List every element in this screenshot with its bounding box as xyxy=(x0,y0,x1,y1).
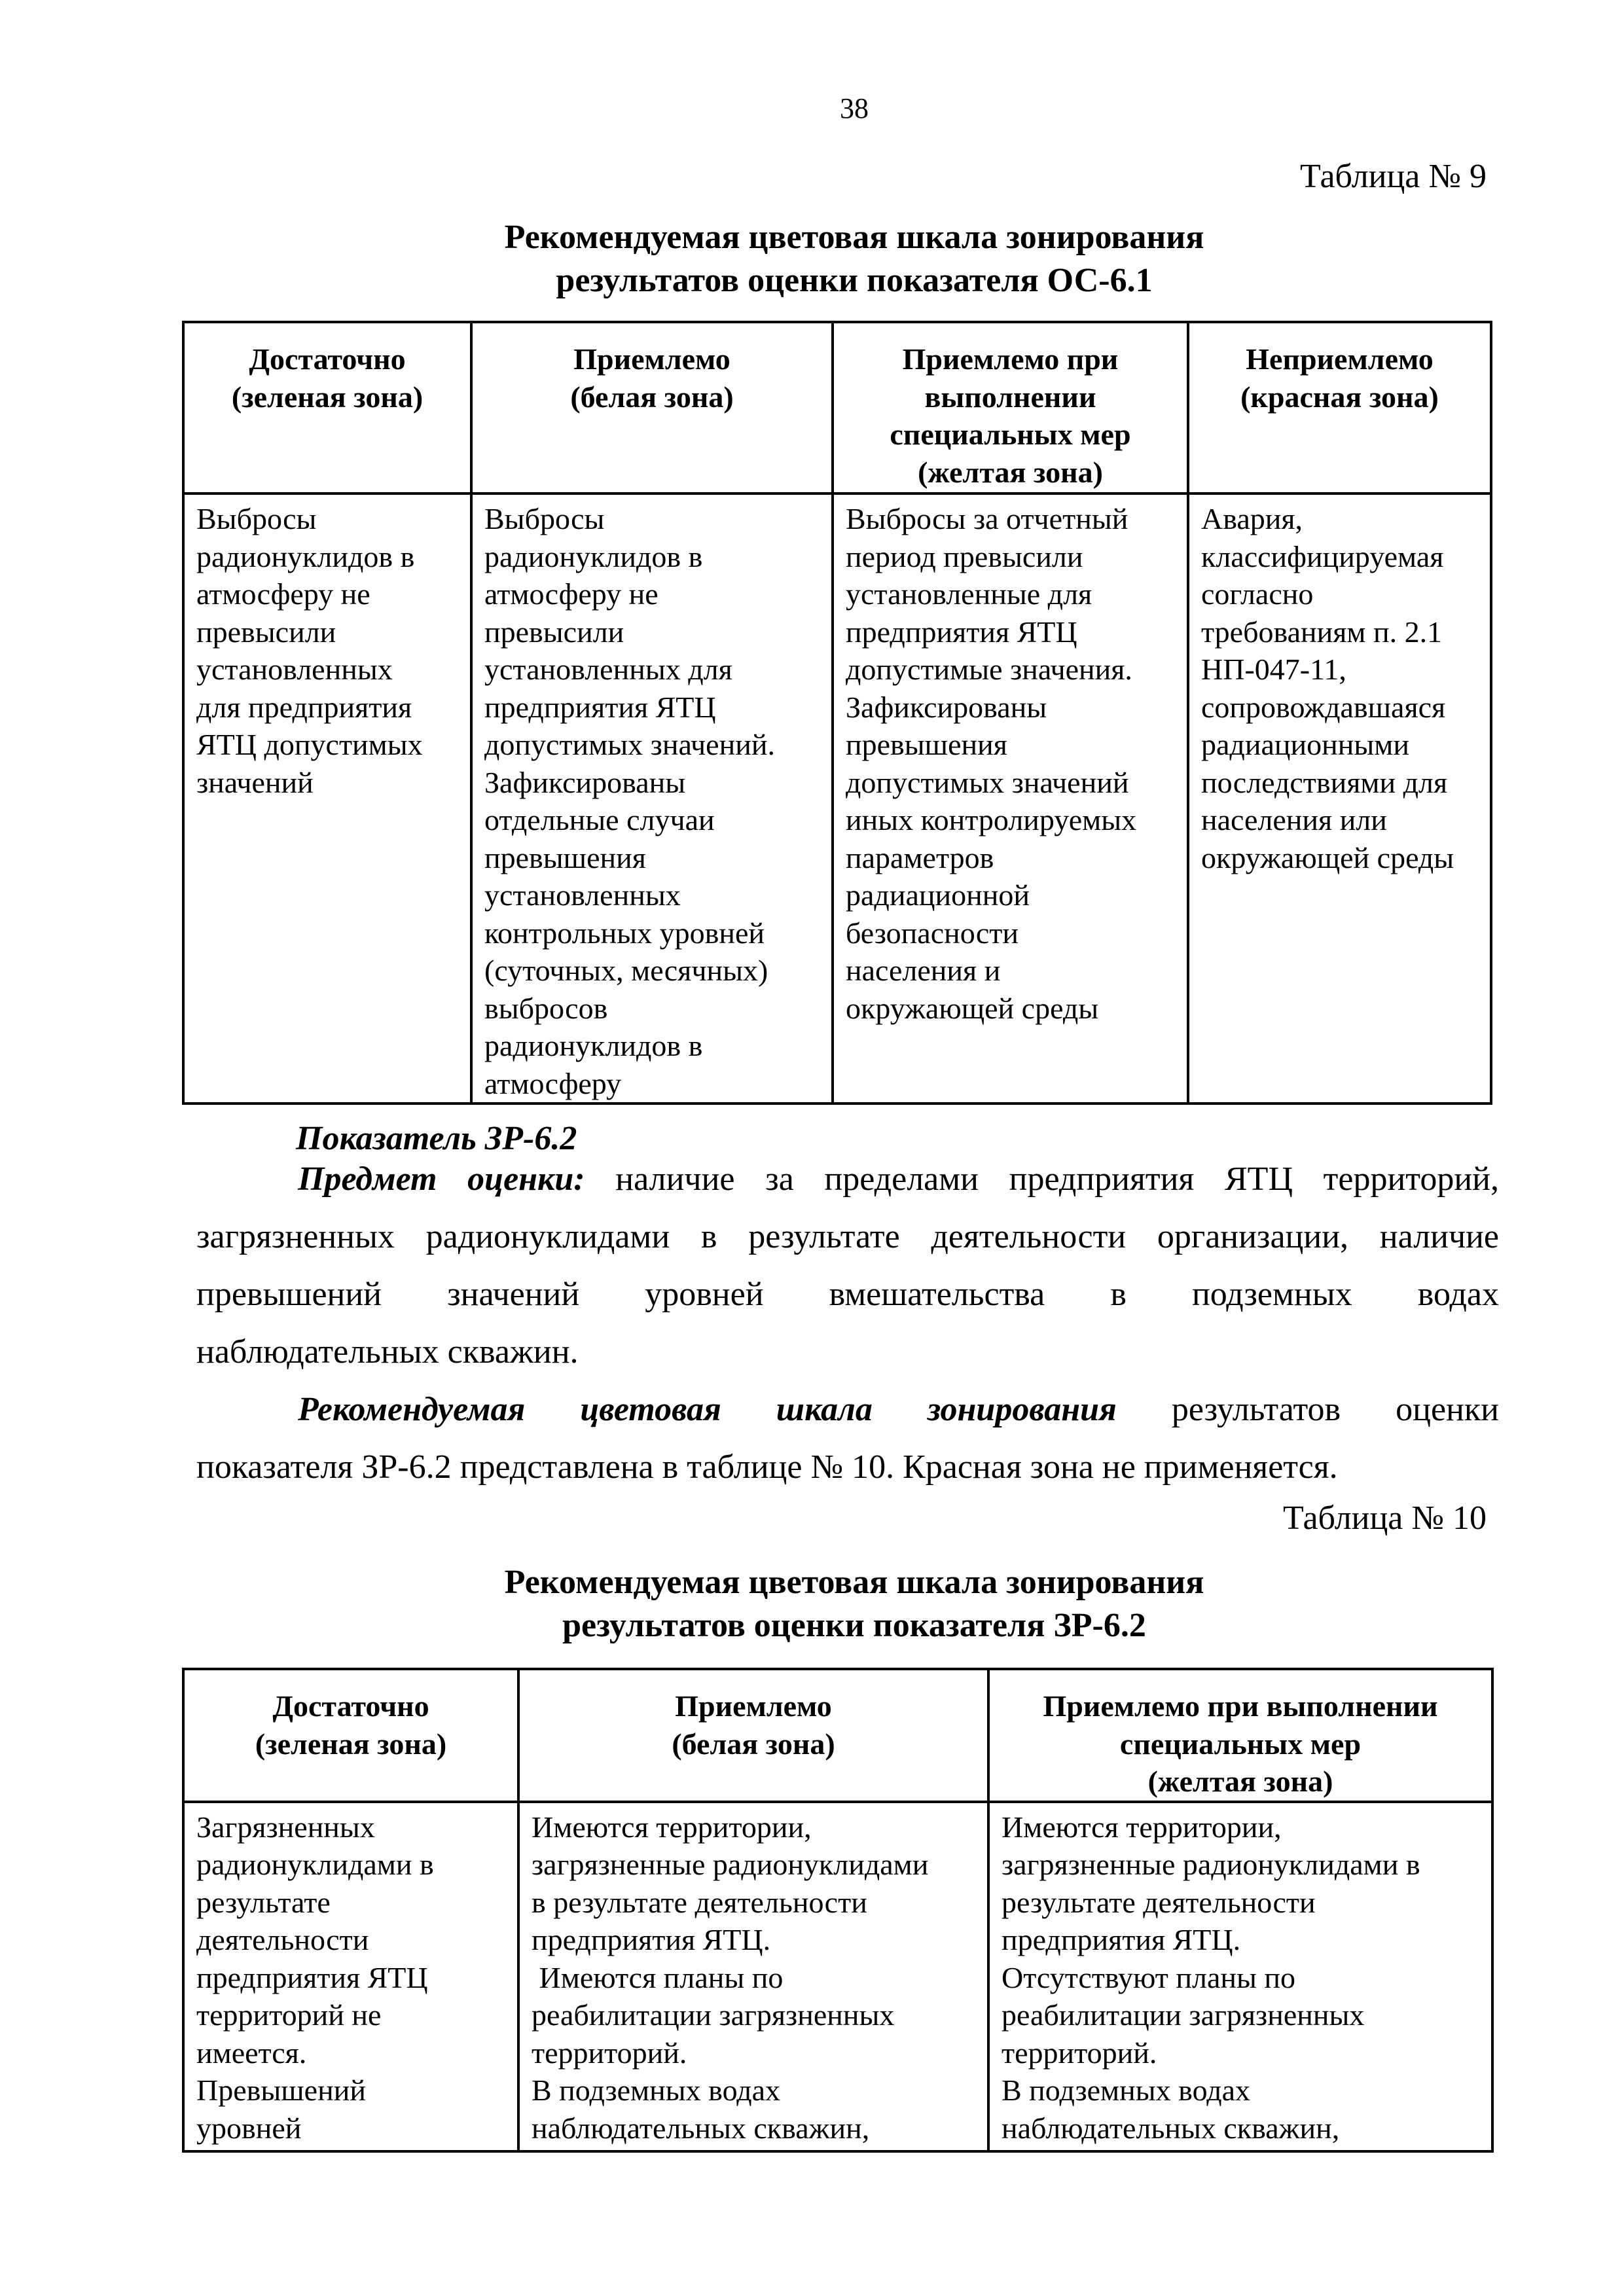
cell-line: Превышений xyxy=(196,2073,366,2107)
header-line: (белая зона) xyxy=(570,380,734,414)
table-10-cell-green xyxy=(183,1802,518,2151)
table-9-cell-yellow xyxy=(833,493,1188,1103)
table-9-title-line: Рекомендуемая цветовая шкала зонирования xyxy=(504,219,1204,256)
cell-line: в результате деятельности xyxy=(532,1885,867,1919)
table-9-header-green xyxy=(183,322,471,493)
cell-line: результате деятельности xyxy=(1001,1885,1316,1919)
cell-line: последствиями для xyxy=(1201,765,1448,799)
cell-line: требованиям п. 2.1 xyxy=(1201,615,1443,649)
table-10-cell-yellow xyxy=(988,1802,1492,2151)
cell-line: превышения xyxy=(484,840,646,874)
header-line: специальных мер xyxy=(890,418,1131,451)
header-line: (зеленая зона) xyxy=(231,380,424,414)
cell-line: контрольных уровней xyxy=(484,916,765,950)
cell-line: Имеются планы по xyxy=(532,1960,784,1994)
cell-line: предприятия ЯТЦ xyxy=(196,1960,428,1994)
cell-line: значений xyxy=(196,765,314,799)
cell-line: выбросов xyxy=(484,991,608,1025)
cell-line: Выбросы xyxy=(196,502,317,535)
cell-line: реабилитации загрязненных xyxy=(1001,1998,1365,2032)
cell-line: В подземных водах xyxy=(1001,2073,1251,2107)
cell-line: предприятия ЯТЦ. xyxy=(1001,1923,1241,1956)
header-line: (белая зона) xyxy=(672,1727,835,1761)
cell-line: атмосферу не xyxy=(196,577,370,611)
table-9-body-row xyxy=(183,493,1491,1103)
cell-line: иных контролируемых xyxy=(846,803,1137,836)
cell-line: превышения xyxy=(846,728,1007,761)
cell-line: для предприятия xyxy=(196,690,412,724)
subject-text: наличие за пределами предприятия ЯТЦ территорий, xyxy=(585,1160,1499,1198)
cell-line: сопровождавшаяся xyxy=(1201,690,1446,724)
table-10-body-row xyxy=(183,1802,1492,2151)
header-line: Достаточно xyxy=(272,1689,429,1723)
cell-line: радиационными xyxy=(1201,728,1409,761)
cell-line: безопасности xyxy=(846,916,1019,950)
table-9-cell-green xyxy=(183,493,471,1103)
table-9-title-line: результатов оценки показателя ОС-6.1 xyxy=(556,262,1153,299)
table-10-title-line: результатов оценки показателя ЗР-6.2 xyxy=(562,1607,1146,1644)
cell-line: согласно xyxy=(1201,577,1314,611)
header-line: выполнении xyxy=(924,380,1096,414)
header-line: (желтая зона) xyxy=(918,455,1103,489)
cell-line: допустимые значения. xyxy=(846,653,1132,686)
table-10-title xyxy=(0,1561,1624,1647)
cell-line: предприятия ЯТЦ xyxy=(846,615,1077,649)
cell-line: параметров xyxy=(846,840,994,874)
cell-line: Имеются территории, xyxy=(1001,1810,1282,1844)
header-line: Приемлемо xyxy=(675,1689,832,1723)
cell-line: уровней xyxy=(196,2111,302,2145)
table-9-title xyxy=(0,216,1624,302)
table-9-header-row xyxy=(183,322,1491,493)
cell-line: классифицируемая xyxy=(1201,539,1444,573)
table-10-header-yellow xyxy=(988,1669,1492,1802)
header-line: Неприемлемо xyxy=(1246,342,1434,376)
subject-line: загрязненных радионуклидами в результате деятельности организации, наличие xyxy=(196,1218,1499,1255)
table-10-label: Таблица № 10 xyxy=(1282,1499,1487,1537)
header-line: Приемлемо xyxy=(573,342,731,376)
cell-line: окружающей среды xyxy=(846,991,1099,1025)
header-line: Достаточно xyxy=(249,342,406,376)
cell-line: установленные для xyxy=(846,577,1092,611)
page-number: 38 xyxy=(840,92,869,124)
cell-line: ЯТЦ допустимых xyxy=(196,728,423,761)
table-10-header-white xyxy=(518,1669,988,1802)
cell-line: предприятия ЯТЦ xyxy=(484,690,716,724)
subject-line: наблюдательных скважин. xyxy=(196,1333,579,1371)
scale-line: показателя ЗР-6.2 представлена в таблице № 10. Красная зона не применяется. xyxy=(196,1448,1338,1486)
cell-line: территорий. xyxy=(1001,2036,1157,2070)
cell-line: атмосферу xyxy=(484,1066,622,1100)
cell-line: допустимых значений xyxy=(846,765,1129,799)
scale-paragraph xyxy=(196,1381,1499,1496)
header-line: специальных мер xyxy=(1119,1727,1362,1761)
cell-line: установленных xyxy=(484,878,681,912)
cell-line: (суточных, месячных) xyxy=(484,954,768,987)
table-10 xyxy=(182,1668,1494,2153)
cell-line: радионуклидами в xyxy=(196,1848,434,1881)
cell-line: В подземных водах xyxy=(532,2073,781,2107)
cell-line: Зафиксированы xyxy=(846,690,1047,724)
table-9-header-yellow xyxy=(833,322,1188,493)
cell-line: установленных для xyxy=(484,653,732,686)
subject-line: превышений значений уровней вмешательства в подземных водах xyxy=(196,1276,1499,1313)
cell-line: радионуклидов в xyxy=(484,1029,703,1062)
header-line: (зеленая зона) xyxy=(255,1727,447,1761)
cell-line: превысили xyxy=(484,615,624,649)
cell-line: радионуклидов в xyxy=(196,539,415,573)
header-line: Приемлемо при xyxy=(902,342,1119,376)
cell-line: предприятия ЯТЦ. xyxy=(532,1923,771,1956)
cell-line: загрязненные радионуклидами в xyxy=(1001,1848,1420,1881)
cell-line: допустимых значений. xyxy=(484,728,775,761)
cell-line: НП-047-11, xyxy=(1201,653,1346,686)
cell-line: окружающей среды xyxy=(1201,840,1454,874)
cell-line: загрязненные радионуклидами xyxy=(532,1848,929,1881)
cell-line: Выбросы за отчетный xyxy=(846,502,1128,535)
cell-line: Отсутствуют планы по xyxy=(1001,1960,1296,1994)
table-9 xyxy=(182,321,1492,1105)
cell-line: имеется. xyxy=(196,2036,307,2070)
cell-line: отдельные случаи xyxy=(484,803,715,836)
cell-line: Зафиксированы xyxy=(484,765,686,799)
cell-line: населения и xyxy=(846,954,1001,987)
subject-line-1 xyxy=(196,1151,1499,1208)
cell-line: населения или xyxy=(1201,803,1387,836)
table-9-header-white xyxy=(471,322,833,493)
table-10-header-row xyxy=(183,1669,1492,1802)
cell-line: Имеются территории, xyxy=(532,1810,812,1844)
header-line: Приемлемо при выполнении xyxy=(1043,1689,1438,1723)
cell-line: Авария, xyxy=(1201,502,1303,535)
cell-line: наблюдательных скважин, xyxy=(1001,2111,1340,2145)
indicator-heading: Показатель ЗР-6.2 xyxy=(296,1120,577,1157)
scale-text: результатов оценки xyxy=(1116,1391,1500,1428)
table-9-label: Таблица № 9 xyxy=(1299,158,1487,195)
table-9-cell-red xyxy=(1188,493,1491,1103)
subject-paragraph xyxy=(196,1151,1499,1381)
cell-line: радиационной xyxy=(846,878,1030,912)
cell-line: территорий. xyxy=(532,2036,687,2070)
cell-line: радионуклидов в xyxy=(484,539,703,573)
header-line: (красная зона) xyxy=(1240,380,1439,414)
cell-line: период превысили xyxy=(846,539,1083,573)
cell-line: установленных xyxy=(196,653,393,686)
cell-line: Загрязненных xyxy=(196,1810,375,1844)
table-9-cell-white xyxy=(471,493,833,1103)
header-line: (желтая зона) xyxy=(1147,1765,1333,1798)
cell-line: результате xyxy=(196,1885,331,1919)
cell-line: реабилитации загрязненных xyxy=(532,1998,895,2032)
table-9-header-red xyxy=(1188,322,1491,493)
cell-line: территорий не xyxy=(196,1998,382,2032)
cell-line: деятельности xyxy=(196,1923,369,1956)
scale-label: Рекомендуемая цветовая шкала зонирования xyxy=(298,1391,1117,1428)
scale-line-1 xyxy=(196,1381,1499,1439)
cell-line: Выбросы xyxy=(484,502,605,535)
table-10-cell-white xyxy=(518,1802,988,2151)
cell-line: наблюдательных скважин, xyxy=(532,2111,870,2145)
cell-line: атмосферу не xyxy=(484,577,659,611)
cell-line: превысили xyxy=(196,615,336,649)
table-10-title-line: Рекомендуемая цветовая шкала зонирования xyxy=(504,1564,1204,1601)
subject-label: Предмет оценки: xyxy=(298,1160,585,1198)
table-10-header-green xyxy=(183,1669,518,1802)
